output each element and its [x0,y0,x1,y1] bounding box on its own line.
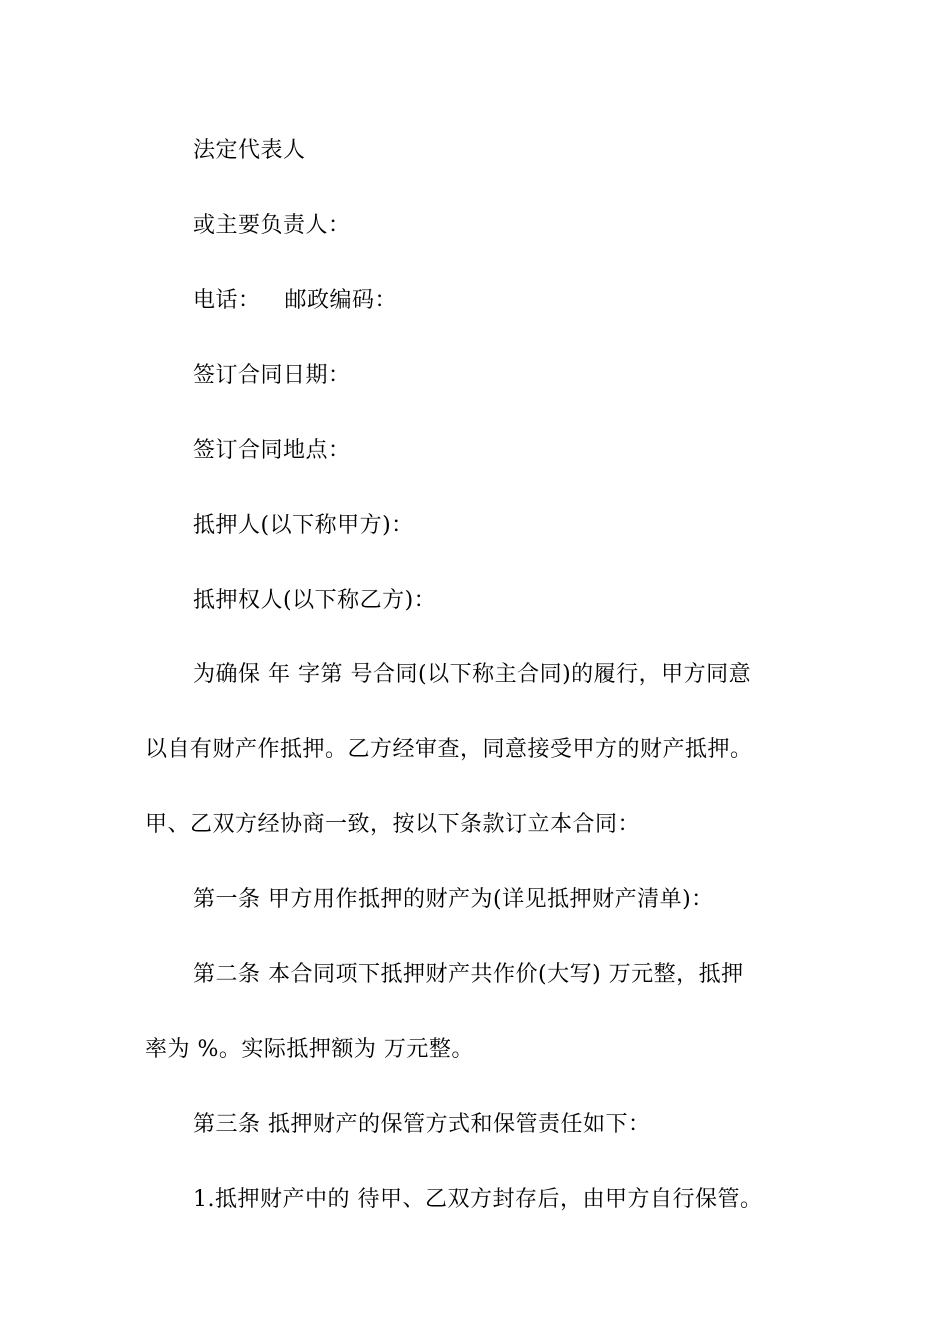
signing-date-label: 签订合同日期： [193,363,351,388]
preamble-line-3: 甲、乙双方经协商一致，按以下条款订立本合同： [145,812,641,837]
article-2-line-1: 第二条 本合同项下抵押财产共作价(大写) 万元整，抵押 [193,962,744,987]
principal-label: 或主要负责人： [193,213,351,238]
mortgagor-label: 抵押人(以下称甲方)： [193,513,414,538]
contact-line [145,286,810,316]
article-1: 第一条 甲方用作抵押的财产为(详见抵押财产清单)： [193,887,714,912]
phone-label: 电话： [193,288,261,313]
article-2-line-2: 率为 %。实际抵押额为 万元整。 [145,1037,474,1062]
signing-place-label: 签订合同地点： [193,438,351,463]
article-3-item-1: 1.抵押财产中的 待甲、乙双方封存后，由甲方自行保管。 [193,1187,763,1212]
article-3: 第三条 抵押财产的保管方式和保管责任如下： [193,1112,651,1137]
mortgagee-label: 抵押权人(以下称乙方)： [193,588,437,613]
legal-representative-label: 法定代表人 [193,138,306,163]
preamble-line-1: 为确保 年 字第 号合同(以下称主合同)的履行，甲方同意 [193,662,752,687]
postal-code-label: 邮政编码： [284,288,398,313]
preamble-line-2: 以自有财产作抵押。乙方经审查，同意接受甲方的财产抵押。 [145,737,753,762]
